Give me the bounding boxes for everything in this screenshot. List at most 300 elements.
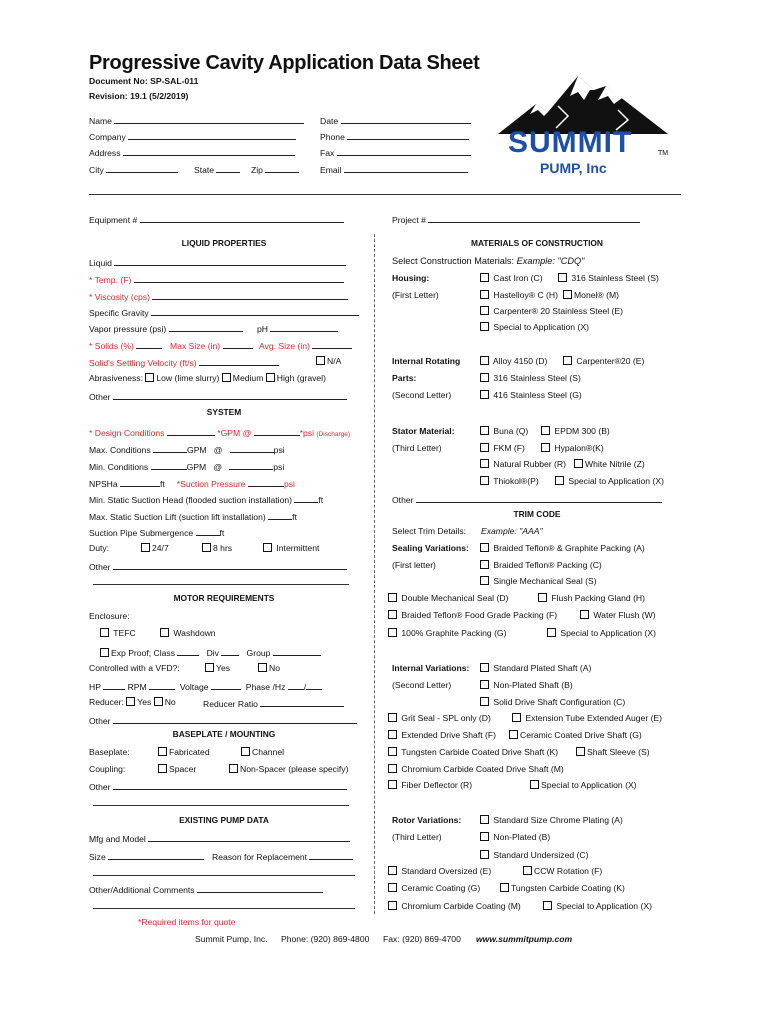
ccw-label: CCW Rotation (F) [534,866,603,876]
braided-teflon-label: Braided Teflon® Packing (C) [493,560,602,570]
non-plated-option[interactable] [480,680,573,691]
rotor-third-letter: (Third Letter) [392,832,442,842]
na-box[interactable] [316,356,325,365]
braided-graphite-option[interactable] [480,543,645,554]
page-title: Progressive Cavity Application Data Sheet [89,52,480,74]
ph-field[interactable] [257,322,338,335]
vfd-label: Controlled with a VFD?: [89,663,180,673]
internal-special-checkbox[interactable] [530,780,539,789]
reducer-yes-label: Yes [137,697,152,707]
submergence-row[interactable] [89,526,224,539]
hypalon-checkbox[interactable] [541,443,550,452]
static-head-label: Min. Static Suction Head (flooded suction installation) [89,495,293,505]
baseplate-other-label: Other [89,782,111,792]
tungsten-drive-label: Tungsten Carbide Coated Drive Shaft (K) [401,747,559,757]
duty-247-label: 24/7 [152,543,169,553]
stator-special-label: Special to Application (X) [568,476,664,486]
ss316s-checkbox[interactable] [480,373,489,382]
ext-drive-label: Extended Drive Shaft (F) [401,730,496,740]
carpenter20-option[interactable] [563,356,644,367]
motor-other-label: Other [89,716,111,726]
monel-option[interactable] [563,290,619,301]
epdm-label: EPDM 300 (B) [554,426,610,436]
ceramic-option[interactable] [388,883,480,894]
npsha-label: NPSHa [89,479,118,489]
fkm-label: FKM (F) [493,443,525,453]
std-under-label: Standard Undersized (C) [493,850,589,860]
company-field[interactable] [89,130,296,143]
hp-label: HP [89,682,101,692]
static-head-ft: ft [318,495,324,505]
sealing-first-letter: (First letter) [392,560,436,570]
phase-label: Phase /Hz [245,682,286,692]
baseplate-other-line[interactable] [93,805,349,806]
buna-option[interactable] [480,426,528,437]
duty-247-option[interactable] [141,543,169,554]
washdown-checkbox[interactable] [160,628,169,637]
max-size-label: Max Size (in) [170,341,221,351]
braided-teflon-option[interactable] [480,560,602,571]
flush-gland-checkbox[interactable] [538,593,547,602]
chromium-checkbox[interactable] [388,901,397,910]
non-plated-b-option[interactable] [480,832,550,843]
braided-teflon-checkbox[interactable] [480,560,489,569]
chromium-option[interactable] [388,901,521,912]
solids-field[interactable] [89,339,162,352]
water-flush-option[interactable] [580,610,656,621]
vfd-no-option[interactable] [258,663,280,674]
liquid-label: Liquid [89,258,112,268]
tungsten-drive-option[interactable] [388,747,558,758]
system-other-line[interactable] [93,584,349,585]
reducer-label: Reducer: [89,697,124,707]
vfd-yes-label: Yes [216,663,231,673]
ccw-option[interactable] [523,866,602,877]
non-plated-label: Non-Plated Shaft (B) [493,680,573,690]
system-other-field[interactable] [89,560,347,573]
viscosity-field[interactable] [89,290,348,303]
date-field[interactable] [320,114,471,127]
coupling-label: Coupling: [89,764,126,774]
rotor-special-option[interactable] [543,901,652,912]
nonspacer-checkbox[interactable] [229,764,238,773]
reason-label: Reason for Replacement [212,852,308,862]
submergence-label: Suction Pipe Submergence [89,528,194,538]
ss316s-option[interactable] [480,373,581,384]
grit-seal-option[interactable] [388,713,491,724]
fax-label: Fax [320,148,335,158]
liquid-field[interactable] [89,256,346,269]
ceramic-drive-label: Ceramic Coated Drive Shaft (G) [520,730,642,740]
required-note: *Required items for quote [138,917,236,927]
sealing-label: Sealing Variations: [392,543,469,553]
graphite-option[interactable] [388,628,506,639]
ss316-option[interactable] [558,273,659,284]
std-over-checkbox[interactable] [388,866,397,875]
internal-variations-label: Internal Variations: [392,663,470,673]
gravity-label: Specific Gravity [89,308,149,318]
non-plated-checkbox[interactable] [480,680,489,689]
static-lift-label: Max. Static Suction Lift (suction lift installation) [89,512,266,522]
name-field[interactable] [89,114,304,127]
mfg-label: Mfg and Model [89,834,146,844]
rotor-special-label: Special to Application (X) [556,901,652,911]
shaft-sleeve-checkbox[interactable] [576,747,585,756]
equipment-label: Equipment # [89,215,138,225]
settling-field[interactable] [89,356,279,369]
third-letter-label: (Third Letter) [392,443,442,453]
tungsten-label: Tungsten Carbide Coating (K) [511,883,625,893]
hp-row[interactable]: HP RPM Voltage Phase /Hz / [89,680,322,693]
duty-intermittent-checkbox[interactable] [263,543,272,552]
max-gpm-label: GPM [187,445,207,455]
min-conditions-row[interactable] [89,460,284,473]
white-nitrile-checkbox[interactable] [574,459,583,468]
baseplate-heading: BASEPLATE / MOUNTING [172,729,276,739]
settling-label: Solid's Settling Velocity (ft/s) [89,358,197,368]
email-label: Email [320,165,342,175]
enclosure-label: Enclosure: [89,611,130,621]
duty-247-checkbox[interactable] [141,543,150,552]
flush-gland-label: Flush Packing Gland (H) [551,593,646,603]
std-over-label: Standard Oversized (E) [401,866,492,876]
carpenter20-checkbox[interactable] [563,356,572,365]
project-label: Project # [392,215,426,225]
reducer-no-checkbox[interactable] [154,697,163,706]
ceramic-drive-option[interactable] [509,730,642,741]
ss416-label: 416 Stainless Steel (G) [493,390,582,400]
std-under-option[interactable] [480,850,588,861]
medium-checkbox[interactable] [222,373,231,382]
housing-special-checkbox[interactable] [480,322,489,331]
std-plated-checkbox[interactable] [480,663,489,672]
internal-special-label: Special to Application (X) [541,780,637,790]
vapor-label: Vapor pressure (psi) [89,324,167,334]
spacer-label: Spacer [169,764,197,774]
thiokol-option[interactable] [480,476,539,487]
grit-seal-checkbox[interactable] [388,713,397,722]
max-at: @ [213,445,223,455]
buna-label: Buna (Q) [493,426,529,436]
header-divider [89,194,681,195]
ceramic-label: Ceramic Coating (G) [401,883,481,893]
epdm-checkbox[interactable] [541,426,550,435]
std-plated-option[interactable] [480,663,591,674]
housing-special-option[interactable] [480,322,589,333]
housing-special-label: Special to Application (X) [493,322,589,332]
temp-field[interactable] [89,273,344,286]
logo-name: SUMMIT [508,126,633,159]
hypalon-label: Hypalon®(K) [554,443,604,453]
natural-option[interactable] [480,459,566,470]
ss416-option[interactable] [480,390,582,401]
design-conditions-row[interactable] [89,426,350,440]
abrasiveness-row [89,373,326,384]
reducer-row [89,697,176,708]
chromium-label: Chromium Carbide Coating (M) [401,901,521,911]
white-nitrile-label: White Nitrile (Z) [585,459,645,469]
min-label: Min. Conditions [89,462,149,472]
vfd-no-checkbox[interactable] [258,663,267,672]
motor-other-field[interactable] [89,714,357,727]
address-label: Address [89,148,121,158]
ss316s-label: 316 Stainless Steel (S) [493,373,581,383]
footer-website-link[interactable]: www.summitpump.com [476,934,573,944]
internal-special-option[interactable] [530,780,637,791]
state-field[interactable] [194,163,240,176]
design-gpm-label: *GPM @ [217,428,252,438]
std-chrome-option[interactable] [480,815,623,826]
carpenter-e-option[interactable] [480,306,623,317]
ceramic-checkbox[interactable] [388,883,397,892]
double-mech-option[interactable] [388,593,508,604]
npsha-row[interactable] [89,477,295,490]
reducer-no-label: No [164,697,176,707]
suction-psi: psi [283,479,295,489]
hypalon-option[interactable] [541,443,604,454]
low-checkbox[interactable] [145,373,154,382]
flush-gland-option[interactable] [538,593,645,604]
std-under-checkbox[interactable] [480,850,489,859]
fiber-label: Fiber Deflector (R) [401,780,473,790]
tefc-option[interactable] [100,628,136,639]
epdm-option[interactable] [541,426,610,437]
carpenter20-label: Carpenter®20 (E) [576,356,645,366]
footer-phone: Phone: (920) 869-4800 [281,934,370,944]
fkm-option[interactable] [480,443,525,454]
nonspacer-option[interactable] [229,764,348,775]
hastelloy-checkbox[interactable] [480,290,489,299]
vfd-yes-option[interactable] [205,663,230,674]
document-number: Document No: SP-SAL-011 [89,76,199,86]
tungsten-drive-checkbox[interactable] [388,747,397,756]
shaft-sleeve-option[interactable] [576,747,650,758]
fax-field[interactable] [320,146,471,159]
static-lift-row[interactable] [89,510,297,523]
exp-proof-row[interactable] [100,646,321,659]
ss316-checkbox[interactable] [558,273,567,282]
solid-drive-label: Solid Drive Shaft Configuration (C) [493,697,626,707]
reducer-ratio-field[interactable] [203,697,344,710]
non-plated-b-checkbox[interactable] [480,832,489,841]
system-other-label: Other [89,562,111,572]
abrasiveness-label: Abrasiveness: [89,373,143,383]
stator-label: Stator Material: [392,426,455,436]
hastelloy-option[interactable] [480,290,558,301]
channel-option[interactable] [241,747,284,758]
fiber-checkbox[interactable] [388,780,397,789]
viscosity-label: * Viscosity (cps) [89,292,150,302]
materials-heading: MATERIALS OF CONSTRUCTION [471,238,603,248]
rotor-label: Rotor Variations: [392,815,462,825]
channel-label: Channel [252,747,285,757]
trim-example: Example: "AAA" [481,526,543,536]
email-field[interactable] [320,163,468,176]
high-label: High (gravel) [276,373,326,383]
graphite-checkbox[interactable] [388,628,397,637]
materials-other-label: Other [392,495,414,505]
spacer-option[interactable] [158,764,196,775]
parts-label: Parts: [392,373,417,383]
thiokol-label: Thiokol®(P) [493,476,539,486]
braided-graphite-checkbox[interactable] [480,543,489,552]
chromium-drive-option[interactable] [388,764,564,775]
ss316-label: 316 Stainless Steel (S) [571,273,659,283]
monel-checkbox[interactable] [563,290,572,299]
max-label: Max. Conditions [89,445,151,455]
spacer-checkbox[interactable] [158,764,167,773]
white-nitrile-option[interactable] [574,459,645,470]
na-checkbox[interactable] [316,356,341,367]
housing-first-letter: (First Letter) [392,290,439,300]
project-field[interactable] [392,213,640,226]
max-conditions-row[interactable] [89,443,285,456]
carpenter-e-checkbox[interactable] [480,306,489,315]
address-field[interactable] [89,146,295,159]
std-chrome-checkbox[interactable] [480,815,489,824]
equipment-field[interactable] [89,213,344,226]
tefc-checkbox[interactable] [100,628,109,637]
group-label: Group [246,648,271,658]
exp-proof-checkbox[interactable] [100,648,109,657]
mfg-field[interactable] [89,832,350,845]
materials-example: Example: "CDQ" [516,256,585,266]
second-letter-label: (Second Letter) [392,390,452,400]
gravity-field[interactable] [89,306,359,319]
logo-sub: PUMP, Inc [540,160,607,176]
internal-second-letter: (Second Letter) [392,680,452,690]
washdown-option[interactable] [160,628,216,639]
stator-special-checkbox[interactable] [555,476,564,485]
voltage-label: Voltage [179,682,209,692]
internal-rotating-label: Internal Rotating [392,356,461,366]
non-plated-b-label: Non-Plated (B) [493,832,551,842]
solid-drive-option[interactable] [480,697,625,708]
vapor-field[interactable] [89,322,243,335]
company-logo [498,66,668,186]
single-mech-option[interactable] [480,576,597,587]
std-over-option[interactable] [388,866,491,877]
std-chrome-label: Standard Size Chrome Plating (A) [493,815,623,825]
size-label: Size [89,852,106,862]
hastelloy-label: Hastelloy® C (H) [493,290,558,300]
alloy-label: Alloy 4150 (D) [492,356,548,366]
std-plated-label: Standard Plated Shaft (A) [493,663,592,673]
suction-pressure-label: *Suction Pressure [176,479,246,489]
reducer-ratio-label: Reducer Ratio [203,699,258,709]
high-checkbox[interactable] [266,373,275,382]
solids-label: * Solids (%) [89,341,134,351]
stator-special-option[interactable] [555,476,664,487]
single-mech-checkbox[interactable] [480,576,489,585]
reason-field[interactable] [212,850,353,863]
comments-field[interactable] [89,883,323,896]
duty-intermittent-label: Intermittent [276,543,320,553]
water-flush-checkbox[interactable] [580,610,589,619]
submergence-ft: ft [219,528,225,538]
materials-other-field[interactable] [392,493,662,506]
duty-8hrs-checkbox[interactable] [202,543,211,552]
ext-drive-option[interactable] [388,730,496,741]
city-field[interactable] [89,163,178,176]
alloy-checkbox[interactable] [480,356,489,365]
fkm-checkbox[interactable] [480,443,489,452]
min-gpm-label: GPM [186,462,207,472]
ext-tube-option[interactable] [512,713,662,724]
tungsten-checkbox[interactable] [500,883,509,892]
channel-checkbox[interactable] [241,747,250,756]
size-field[interactable] [89,850,204,863]
phone-field[interactable] [320,130,469,143]
ceramic-drive-checkbox[interactable] [509,730,518,739]
washdown-label: Washdown [173,628,216,638]
static-lift-ft: ft [292,512,297,522]
ext-drive-checkbox[interactable] [388,730,397,739]
trim-select-label: Select Trim Details: [392,526,467,536]
cast-iron-checkbox[interactable] [480,273,489,282]
baseplate-other-field[interactable] [89,780,347,793]
natural-checkbox[interactable] [480,459,489,468]
sealing-special-checkbox[interactable] [547,628,556,637]
tungsten-option[interactable] [500,883,625,894]
duty-intermittent-option[interactable] [263,543,319,554]
temp-label: * Temp. (F) [89,275,132,285]
solid-drive-checkbox[interactable] [480,697,489,706]
food-grade-checkbox[interactable] [388,610,397,619]
graphite-label: 100% Graphite Packing (G) [401,628,507,638]
ss416-checkbox[interactable] [480,390,489,399]
ext-tube-checkbox[interactable] [512,713,521,722]
chromium-drive-checkbox[interactable] [388,764,397,773]
monel-label: Monel® (M) [574,290,620,300]
city-label: City [89,165,104,175]
cast-iron-option[interactable] [480,273,543,284]
buna-checkbox[interactable] [480,426,489,435]
sealing-special-option[interactable] [547,628,656,639]
reducer-yes-checkbox[interactable] [126,697,135,706]
alloy-option[interactable] [480,356,547,367]
existing-line-1[interactable] [93,875,355,876]
rotor-special-checkbox[interactable] [543,901,552,910]
design-label: * Design Conditions [89,428,165,438]
zip-field[interactable] [251,163,299,176]
fabricated-checkbox[interactable] [158,747,167,756]
existing-line-2[interactable] [93,908,355,909]
logo-tm: TM [658,150,669,157]
liquid-other-field[interactable] [89,390,347,403]
low-label: Low (lime slurry) [156,373,220,383]
vfd-no-label: No [269,663,280,673]
fiber-option[interactable] [388,780,472,791]
avg-size-field[interactable] [259,339,352,352]
food-grade-option[interactable] [388,610,557,621]
cast-iron-label: Cast Iron (C) [493,273,543,283]
static-head-row[interactable] [89,493,323,506]
thiokol-checkbox[interactable] [480,476,489,485]
materials-select-label: Select Construction Materials: [392,256,515,266]
min-at: @ [213,462,223,472]
baseplate-label: Baseplate: [89,747,130,757]
food-grade-label: Braided Teflon® Food Grade Packing (F) [401,610,558,620]
double-mech-checkbox[interactable] [388,593,397,602]
system-heading: SYSTEM [206,407,242,417]
ccw-checkbox[interactable] [523,866,532,875]
max-size-field[interactable] [170,339,253,352]
fabricated-option[interactable] [158,747,210,758]
duty-label: Duty: [89,543,110,553]
vfd-yes-checkbox[interactable] [205,663,214,672]
duty-8hrs-option[interactable] [202,543,232,554]
